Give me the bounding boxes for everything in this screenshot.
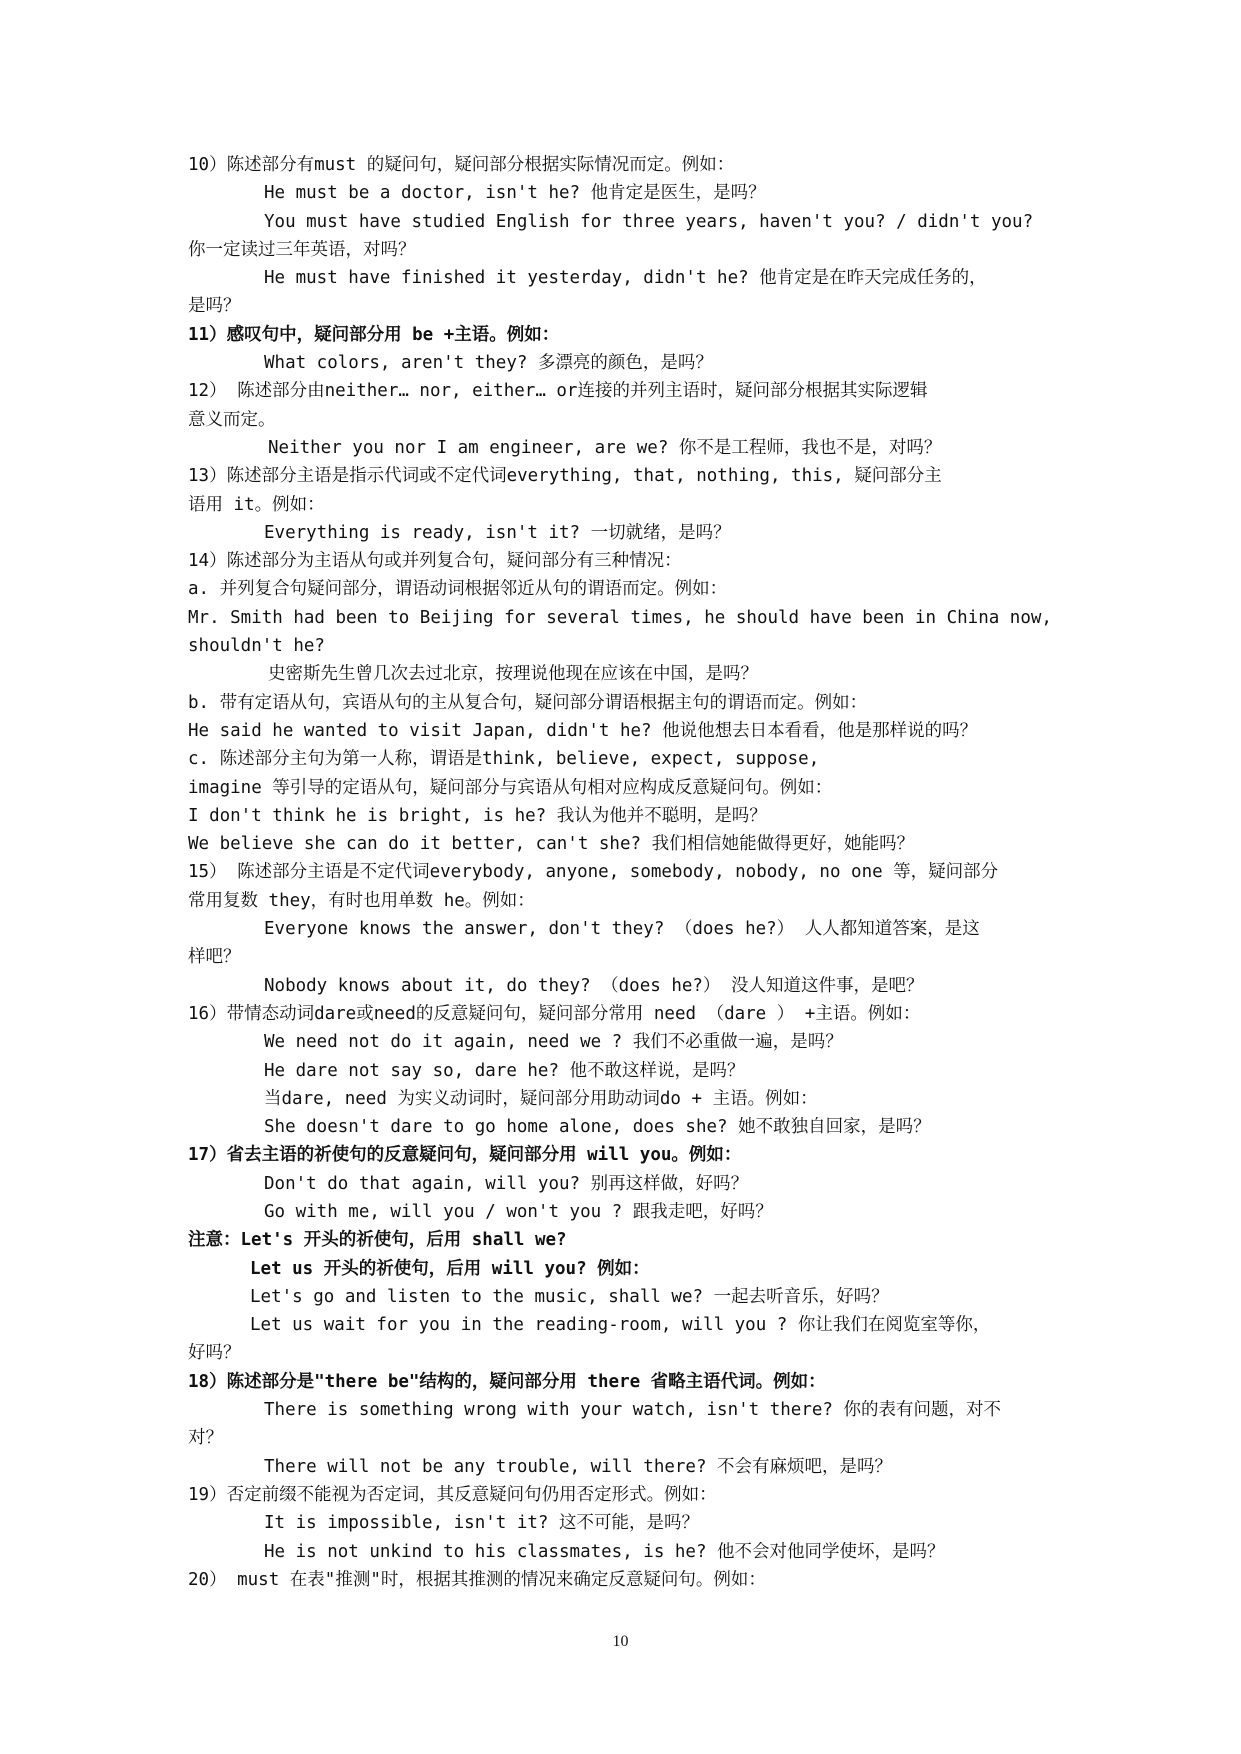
example-line: We believe she can do it better, can't she? 我们相信她能做得更好，她能吗？ [188, 834, 915, 855]
rule-15-heading: 15） 陈述部分主语是不定代词everybody, anyone, somebody, nobody, no one 等，疑问部分 [188, 862, 999, 883]
example-line-continuation: 样吧？ [188, 947, 241, 968]
rule-13-heading: 13）陈述部分主语是指示代词或不定代词everything, that, nothing, this, 疑问部分主 [188, 466, 942, 487]
example-line: There is something wrong with your watch, isn't there? 你的表有问题，对不 [264, 1400, 1001, 1421]
example-line: Let us wait for you in the reading-room, will you ? 你让我们在阅览室等你， [250, 1315, 991, 1336]
rule-19-heading: 19）否定前缀不能视为否定词，其反意疑问句仍用否定形式。例如： [188, 1484, 717, 1505]
example-line: Everyone knows the answer, don't they? （does he?） 人人都知道答案，是这 [264, 919, 980, 940]
rule-16-heading: 16）带情态动词dare或need的反意疑问句，疑问部分常用 need （dare ） +主语。例如： [188, 1003, 921, 1024]
example-line: He is not unkind to his classmates, is he? 他不会对他同学使坏，是吗？ [264, 1541, 945, 1562]
rule-14a-heading: a. 并列复合句疑问部分，谓语动词根据邻近从句的谓语而定。例如： [188, 579, 728, 600]
example-translation: 史密斯先生曾几次去过北京，按理说他现在应该在中国，是吗？ [268, 664, 758, 685]
example-line-continuation: shouldn't he? [188, 636, 325, 657]
example-line: It is impossible, isn't it? 这不可能，是吗？ [264, 1513, 700, 1534]
example-line: He must have finished it yesterday, didn't he? 他肯定是在昨天完成任务的， [264, 268, 987, 289]
rule-13-heading-continuation: 语用 it。例如： [188, 494, 325, 515]
rule-14-heading: 14）陈述部分为主语从句或并列复合句，疑问部分有三种情况： [188, 551, 682, 572]
example-line: Don't do that again, will you? 别再这样做，好吗？ [264, 1173, 749, 1194]
example-line: There will not be any trouble, will there? 不会有麻烦吧，是吗？ [264, 1456, 893, 1477]
example-line: Mr. Smith had been to Beijing for several times, he should have been in China now, [188, 607, 1052, 628]
page-number: 10 [612, 1633, 629, 1650]
rule-18-heading: 18）陈述部分是"there be"结构的，疑问部分用 there 省略主语代词。例如： [188, 1371, 826, 1392]
rule-16-note: 当dare, need 为实义动词时，疑问部分用助动词do + 主语。例如： [264, 1088, 818, 1109]
rule-10-heading: 10）陈述部分有must 的疑问句，疑问部分根据实际情况而定。例如： [188, 155, 735, 175]
example-line: He dare not say so, dare he? 他不敢这样说，是吗？ [264, 1060, 745, 1081]
example-line-continuation: 你一定读过三年英语，对吗？ [188, 239, 416, 260]
note-heading: 注意：Let's 开头的祈使句，后用 shall we? [188, 1230, 567, 1251]
example-line: Everything is ready, isn't it? 一切就绪，是吗？ [264, 522, 731, 543]
example-line: We need not do it again, need we ? 我们不必重做一遍，是吗？ [264, 1032, 843, 1053]
example-line-continuation: 是吗？ [188, 296, 241, 317]
rule-17-heading: 17）省去主语的祈使句的反意疑问句，疑问部分用 will you。例如： [188, 1145, 742, 1166]
example-line: Let's go and listen to the music, shall we? 一起去听音乐，好吗？ [250, 1286, 889, 1307]
document-body [188, 151, 1068, 1594]
example-line: Neither you nor I am engineer, are we? 你不是工程师，我也不是，对吗？ [268, 437, 942, 458]
example-line: She doesn't dare to go home alone, does she? 她不敢独自回家，是吗？ [264, 1117, 931, 1138]
example-line-continuation: 好吗？ [188, 1343, 241, 1364]
example-line: I don't think he is bright, is he? 我认为他并不聪明，是吗？ [188, 805, 767, 826]
rule-12-heading: 12） 陈述部分由neither… nor, either… or连接的并列主语时，疑问部分根据其实际逻辑 [188, 381, 928, 402]
example-line: What colors, aren't they? 多漂亮的颜色，是吗？ [264, 353, 713, 374]
rule-14b-heading: b. 带有定语从句，宾语从句的主从复合句，疑问部分谓语根据主句的谓语而定。例如： [188, 692, 868, 713]
rule-14c-heading: c. 陈述部分主句为第一人称，谓语是think, believe, expect, suppose, [188, 749, 820, 770]
example-line: He must be a doctor, isn't he? 他肯定是医生，是吗？ [264, 183, 766, 204]
example-line-continuation: 对？ [188, 1428, 223, 1449]
note-heading-continuation: Let us 开头的祈使句，后用 will you? 例如： [250, 1258, 650, 1279]
rule-14c-heading-continuation: imagine 等引导的定语从句，疑问部分与宾语从句相对应构成反意疑问句。例如： [188, 777, 833, 798]
rule-20-heading: 20） must 在表"推测"时，根据其推测的情况来确定反意疑问句。例如： [188, 1569, 766, 1590]
rule-12-heading-continuation: 意义而定。 [188, 409, 276, 430]
rule-15-heading-continuation: 常用复数 they，有时也用单数 he。例如： [188, 890, 535, 911]
example-line: Go with me, will you / won't you ? 跟我走吧，好吗？ [264, 1201, 773, 1222]
example-line: Nobody knows about it, do they? （does he?） 没人知道这件事，是吧？ [264, 975, 924, 996]
rule-11-heading: 11）感叹句中，疑问部分用 be +主语。例如： [188, 324, 560, 345]
example-line: He said he wanted to visit Japan, didn't he? 他说他想去日本看看，他是那样说的吗？ [188, 720, 978, 741]
example-line: You must have studied English for three years, haven't you? / didn't you? [264, 211, 1034, 232]
